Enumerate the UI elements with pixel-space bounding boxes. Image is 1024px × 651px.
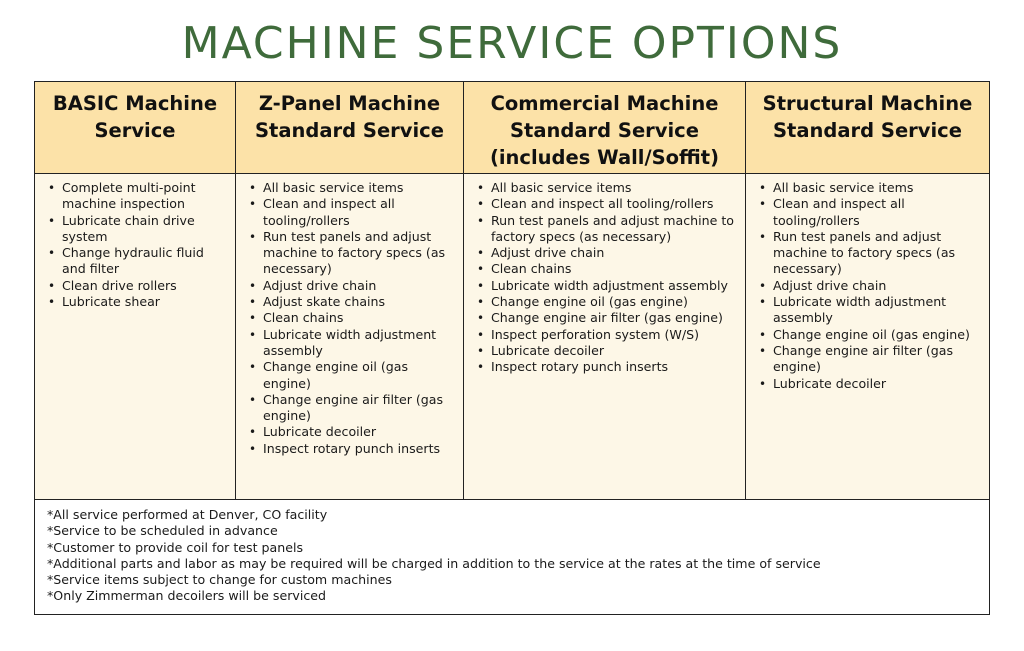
service-item: • Change engine oil (gas engine) (758, 327, 985, 343)
service-item: • Lubricate chain drive system (47, 213, 231, 246)
heading-line: Commercial Machine (490, 92, 719, 115)
service-item: • Change engine oil (gas engine) (476, 294, 741, 310)
service-item: • Lubricate decoiler (758, 376, 985, 392)
footnote: *All service performed at Denver, CO facility (47, 507, 328, 522)
service-item: • Run test panels and adjust machine to factory specs (as necessary) (758, 229, 985, 278)
structural-service-cell (745, 174, 989, 499)
service-item: • Lubricate decoiler (476, 343, 741, 359)
heading-line: Standard Service (773, 119, 962, 142)
service-item: • All basic service items (248, 180, 459, 196)
column-heading (746, 82, 989, 144)
service-item: • Clean drive rollers (47, 278, 231, 294)
heading-line: (includes Wall/Soffit) (489, 146, 720, 169)
service-item: • Clean chains (476, 261, 741, 277)
header-basic-service (35, 82, 235, 173)
service-item: • All basic service items (758, 180, 985, 196)
footnote: *Service to be scheduled in advance (47, 523, 278, 539)
heading-line: Service (94, 119, 176, 142)
service-item: • Change engine oil (gas engine) (248, 359, 459, 392)
heading-line: Z-Panel Machine (258, 92, 441, 115)
footnote: *Service items subject to change for custom machines (47, 572, 392, 588)
basic-service-cell (35, 174, 235, 499)
table-body-row (35, 174, 989, 500)
header-z-panel-service (235, 82, 463, 173)
service-item: • Lubricate shear (47, 294, 231, 310)
service-item: • Run test panels and adjust machine to factory specs (as necessary) (248, 229, 459, 278)
table-header-row (35, 82, 989, 174)
heading-line: BASIC Machine (52, 92, 218, 115)
header-commercial-service (463, 82, 745, 173)
service-item: • Clean and inspect all tooling/rollers (758, 196, 985, 229)
service-item: • Clean and inspect all tooling/rollers (248, 196, 459, 229)
service-item: • Change engine air filter (gas engine) (758, 343, 985, 376)
service-item: • Change hydraulic fluid and filter (47, 245, 231, 278)
service-item: • Adjust drive chain (758, 278, 985, 294)
service-item: • Lubricate width adjustment assembly (758, 294, 985, 327)
footnote: *Only Zimmerman decoilers will be serviced (47, 588, 326, 604)
service-item: • Adjust drive chain (476, 245, 741, 261)
heading-line: Structural Machine (762, 92, 973, 115)
service-options-table (34, 81, 990, 615)
service-item-list (236, 174, 463, 457)
service-item: • Clean and inspect all tooling/rollers (476, 196, 741, 212)
header-structural-service (745, 82, 989, 173)
service-item: • Lubricate width adjustment assembly (248, 327, 459, 360)
service-item: • Lubricate width adjustment assembly (476, 278, 741, 294)
service-item: • Inspect perforation system (W/S) (476, 327, 741, 343)
column-heading (236, 82, 463, 144)
footnote: *Additional parts and labor as may be required will be charged in addition to the service at the rates at the time of service (47, 555, 821, 571)
service-item-list (35, 174, 235, 310)
service-item: • Complete multi-point machine inspection (47, 180, 231, 213)
service-item: • Adjust skate chains (248, 294, 459, 310)
footnotes (35, 500, 989, 614)
commercial-service-cell (463, 174, 745, 499)
service-item: • All basic service items (476, 180, 741, 196)
column-heading (464, 82, 745, 171)
service-item-list (746, 174, 989, 392)
footnote: *Customer to provide coil for test panels (47, 539, 304, 555)
service-item: • Adjust drive chain (248, 278, 459, 294)
service-item: • Run test panels and adjust machine to factory specs (as necessary) (476, 213, 741, 246)
service-item-list (464, 174, 745, 376)
service-item: • Inspect rotary punch inserts (476, 359, 741, 375)
heading-line: Standard Service (255, 119, 444, 142)
heading-line: Standard Service (510, 119, 699, 142)
service-item: • Clean chains (248, 310, 459, 326)
column-heading (35, 82, 235, 144)
page-title: MACHINE SERVICE OPTIONS (181, 18, 843, 69)
service-item: • Change engine air filter (gas engine) (248, 392, 459, 425)
z-panel-service-cell (235, 174, 463, 499)
service-item: • Inspect rotary punch inserts (248, 441, 459, 457)
service-item: • Lubricate decoiler (248, 424, 459, 440)
service-item: • Change engine air filter (gas engine) (476, 310, 741, 326)
